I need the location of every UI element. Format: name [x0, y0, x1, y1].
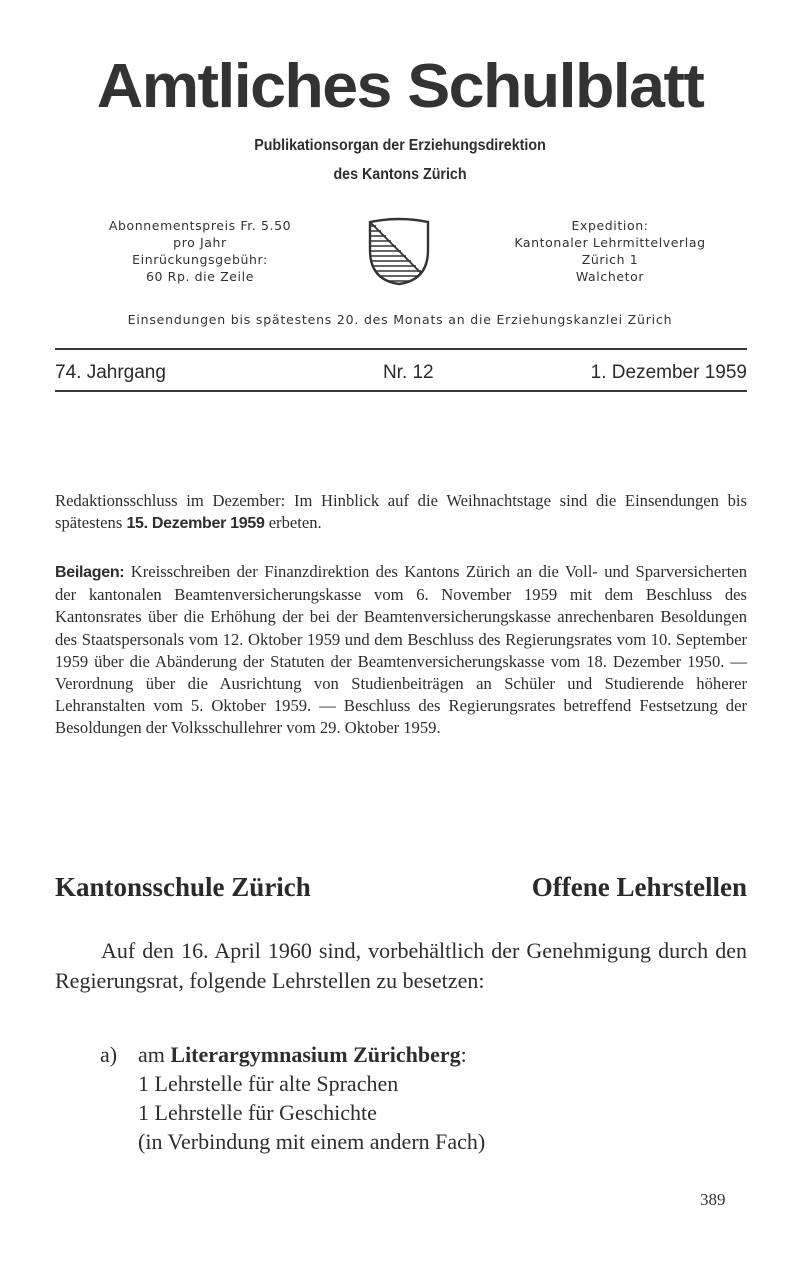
position-list: [100, 1040, 485, 1156]
list-marker: a): [100, 1042, 118, 1067]
issue-date: 1. Dezember 1959: [590, 362, 747, 383]
masthead-subtitle-line2: des Kantons Zürich: [333, 166, 467, 183]
list-item: (in Verbindung mit einem andern Fach): [138, 1129, 486, 1154]
issue-volume: 74. Jahrgang: [55, 362, 166, 383]
section-heading-right: Offene Lehrstellen: [531, 872, 747, 902]
masthead-subtitle-line1: Publikationsorgan der Erziehungsdirektion: [254, 137, 546, 154]
submission-notice: Einsendungen bis spätestens 20. des Monats an die Erziehungskanzlei Zürich: [127, 312, 673, 327]
subscription-info: [80, 217, 320, 285]
masthead-title: Amtliches Schulblatt: [96, 52, 704, 121]
issue-number: Nr. 12: [382, 362, 434, 383]
section-intro: Auf den 16. April 1960 sind, vorbehältlich der Genehmigung durch den Regierungsrat, folgende Lehrstellen zu besetzen:: [55, 938, 747, 993]
subscription-period: pro Jahr: [173, 235, 227, 250]
list-item-heading: a) am Literargymnasium Zürichberg:: [100, 1042, 467, 1067]
editorial-deadline-paragraph: Redaktionsschluss im Dezember: Im Hinblick auf die Weihnachtstage sind die Einsendungen bis spätestens 15. Dezember 1959 erbeten.: [55, 491, 747, 533]
divider-bottom: [55, 390, 747, 392]
page-number: 389: [700, 1190, 726, 1209]
insertion-fee-value: 60 Rp. die Zeile: [145, 269, 254, 284]
issue-bar: [55, 360, 747, 386]
expedition-label: Expedition:: [571, 218, 649, 233]
expedition-city: Zürich 1: [581, 252, 639, 267]
deadline-date: 15. Dezember 1959: [126, 515, 265, 533]
divider-top: [55, 348, 747, 350]
expedition-street: Walchetor: [575, 269, 645, 284]
section-header: [55, 872, 747, 903]
list-item: 1 Lehrstelle für alte Sprachen: [138, 1071, 399, 1096]
list-item: 1 Lehrstelle für Geschichte: [138, 1100, 377, 1125]
expedition-info: [480, 217, 740, 285]
supplements-paragraph: [55, 561, 747, 740]
section-heading-left: Kantonsschule Zürich: [55, 872, 311, 902]
school-name: Literargymnasium Zürichberg: [170, 1042, 461, 1067]
expedition-publisher: Kantonaler Lehrmittelverlag: [514, 235, 706, 250]
supplements-label: Beilagen:: [55, 564, 125, 581]
subscription-price: Abonnementspreis Fr. 5.50: [108, 218, 292, 233]
insertion-fee-label: Einrückungsgebühr:: [132, 252, 268, 267]
supplements-text: Kreisschreiben der Finanzdirektion des Kantons Zürich an die Voll- und Sparversicherten der kantonalen Beamtenversicherungskasse vom 6. November 1959 mit dem Beschluss des Kantonsrates über die Erhöhung der bei der Beamtenversicherungskasse anrechenbaren Besoldungen des Staatspersonals vom 12. Oktober 1959 und dem Beschluss des Regierungsrates vom 10. September 1959 über die Abänderung der Statuten der Beamtenversicherungskasse vom 18. Dezember 1950. — Verordnung über die Ausrichtung von Studienbeiträgen an Schüler und Studierende höherer Lehranstalten vom 5. Oktober 1959. — Beschluss des Regierungsrates betreffend Festsetzung der Besoldungen der Volksschullehrer vom 29. Oktober 1959.: [55, 562, 747, 738]
zurich-coat-of-arms-icon: [366, 216, 432, 286]
